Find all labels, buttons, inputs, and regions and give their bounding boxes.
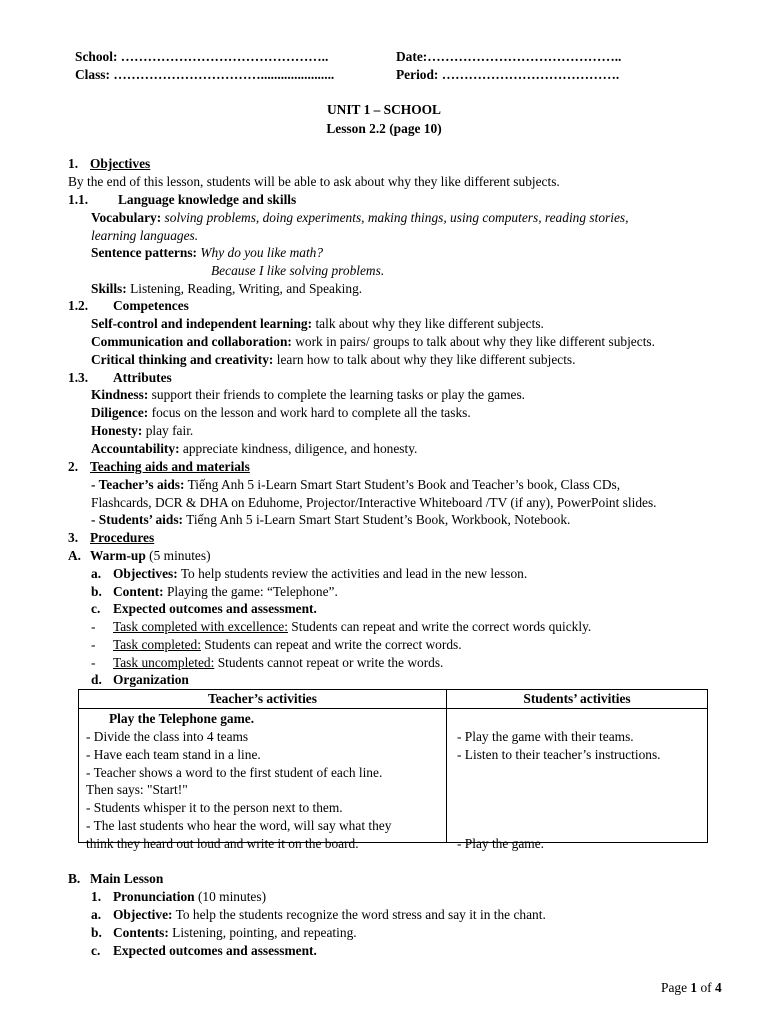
main-contents-text: Listening, pointing, and repeating.: [172, 925, 357, 940]
table-header-row: [79, 690, 708, 709]
diligence-text: focus on the lesson and work hard to complete all the tasks.: [151, 405, 471, 420]
task-completed-label: Task completed:: [113, 637, 201, 652]
of-word: of: [700, 980, 712, 995]
sentence-question: Why do you like math?: [200, 245, 324, 260]
class-line: [75, 66, 334, 83]
warmup-content-line: [91, 583, 338, 600]
main-lesson-title: Main Lesson: [90, 871, 164, 886]
skills-text: Listening, Reading, Writing, and Speaking.: [130, 281, 363, 296]
warmup-content-label: Content:: [113, 584, 164, 599]
task-excellence-line: [91, 618, 591, 635]
kindness-label: Kindness:: [91, 387, 149, 402]
warmup-time: (5 minutes): [149, 548, 211, 563]
organization-label: Organization: [113, 672, 189, 687]
accountability-label: Accountability:: [91, 441, 180, 456]
pronunciation-time: (10 minutes): [197, 889, 267, 904]
honesty-text: play fair.: [145, 423, 194, 438]
teacher-activity-line: - Students whisper it to the person next to them.: [86, 800, 343, 815]
teacher-aids-text-1: Tiếng Anh 5 i-Learn Smart Start Student’s Book and Teacher’s book, Class CDs,: [187, 477, 621, 492]
diligence-label: Diligence:: [91, 405, 149, 420]
current-page: 1: [690, 980, 698, 995]
task-uncompleted-label: Task uncompleted:: [113, 655, 215, 670]
pronunciation-label: Pronunciation: [113, 889, 195, 904]
total-pages: 4: [714, 980, 722, 995]
students-activities-cell: [447, 709, 708, 851]
table-row: [79, 709, 708, 843]
period-line: [396, 66, 619, 83]
warmup-letter: A.: [68, 548, 82, 563]
teacher-activity-line: - Divide the class into 4 teams: [86, 729, 249, 744]
teaching-aids-num: 2.: [68, 459, 79, 474]
task-uncompleted-dash: -: [91, 655, 96, 670]
warmup-content-letter: b.: [91, 584, 102, 599]
competences-num: 1.2.: [68, 298, 89, 313]
main-expected-line: [91, 942, 317, 959]
sentence-patterns-label: Sentence patterns:: [91, 245, 197, 260]
skills-line: [91, 280, 362, 297]
teacher-activities-cell: [79, 709, 447, 851]
warmup-objectives-text: To help students review the activities and lead in the new lesson.: [180, 566, 528, 581]
student-activity-line: - Listen to their teacher’s instructions.: [457, 747, 661, 762]
critical-thinking-label: Critical thinking and creativity:: [91, 352, 274, 367]
task-excellence-text: Students can repeat and write the correct words quickly.: [291, 619, 592, 634]
teaching-aids-heading: [68, 458, 250, 475]
attributes-heading: [68, 369, 172, 386]
teacher-aids-label: - Teacher’s aids:: [91, 477, 185, 492]
teacher-aids-line: [91, 476, 620, 493]
kindness-line: [91, 386, 525, 403]
main-lesson-heading: [68, 870, 163, 887]
teaching-aids-title: Teaching aids and materials: [90, 459, 250, 474]
date-line: [396, 48, 621, 65]
warmup-objectives-label: Objectives:: [113, 566, 178, 581]
school-dots: ………………………………………..: [120, 49, 329, 64]
lesson-title: Lesson 2.2 (page 10): [326, 121, 442, 136]
accountability-line: [91, 440, 417, 457]
diligence-line: [91, 404, 471, 421]
sentence-answer: Because I like solving problems.: [211, 263, 385, 278]
main-contents-label: Contents:: [113, 925, 169, 940]
sentence-patterns-line: [91, 244, 323, 261]
vocabulary-label: Vocabulary:: [91, 210, 162, 225]
honesty-line: [91, 422, 193, 439]
page-number: [661, 979, 722, 996]
task-uncompleted-line: [91, 654, 443, 671]
school-line: [75, 48, 328, 65]
main-objective-line: [91, 906, 546, 923]
language-knowledge-num: 1.1.: [68, 192, 89, 207]
task-completed-line: [91, 636, 462, 653]
teacher-aids-text-2: Flashcards, DCR & DHA on Eduhome, Projector/Interactive Whiteboard /TV (if any), PowerPoint slides.: [91, 495, 657, 510]
student-activity-line: - Play the game with their teams.: [457, 729, 634, 744]
communication-text: work in pairs/ groups to talk about why they like different subjects.: [295, 334, 655, 349]
warmup-expected-line: [91, 600, 317, 617]
period-label: Period:: [396, 67, 439, 82]
vocabulary-line: [91, 209, 628, 226]
pronunciation-line: [91, 888, 266, 905]
period-dots: ………………………………….: [441, 67, 620, 82]
organization-table: [78, 689, 708, 851]
vocabulary-text-1: solving problems, doing experiments, making things, using computers, reading stories,: [164, 210, 629, 225]
objectives-title: Objectives: [90, 156, 151, 171]
attributes-title: Attributes: [113, 370, 172, 385]
objectives-num: 1.: [68, 156, 79, 171]
organization-line: [91, 671, 189, 688]
communication-label: Communication and collaboration:: [91, 334, 292, 349]
student-activity-line: - Play the game.: [457, 836, 545, 851]
main-expected-letter: c.: [91, 943, 101, 958]
class-label: Class:: [75, 67, 110, 82]
students-aids-text: Tiếng Anh 5 i-Learn Smart Start Student’s Book, Workbook, Notebook.: [186, 512, 571, 527]
warmup-heading: [68, 547, 211, 564]
school-label: School:: [75, 49, 118, 64]
attributes-num: 1.3.: [68, 370, 89, 385]
warmup-expected-letter: c.: [91, 601, 101, 616]
date-dots: ……………………………………..: [427, 49, 622, 64]
language-knowledge-heading: [68, 191, 296, 208]
task-excellence-label: Task completed with excellence:: [113, 619, 288, 634]
unit-title: UNIT 1 – SCHOOL: [327, 102, 441, 117]
warmup-objectives-letter: a.: [91, 566, 102, 581]
honesty-label: Honesty:: [91, 423, 143, 438]
warmup-objectives-line: [91, 565, 527, 582]
teacher-activity-line: think they heard out loud and write it on the board.: [86, 836, 359, 851]
date-label: Date:: [396, 49, 428, 64]
teacher-activity-line: - Have each team stand in a line.: [86, 747, 261, 762]
procedures-heading: [68, 529, 154, 546]
pronunciation-num: 1.: [91, 889, 102, 904]
language-knowledge-title: Language knowledge and skills: [118, 192, 297, 207]
students-aids-line: [91, 511, 570, 528]
warmup-expected-label: Expected outcomes and assessment.: [113, 601, 317, 616]
warmup-content-text: Playing the game: “Telephone”.: [166, 584, 338, 599]
communication-line: [91, 333, 655, 350]
objectives-intro: By the end of this lesson, students will be able to ask about why they like different subjects.: [68, 174, 560, 189]
task-completed-text: Students can repeat and write the correct words.: [204, 637, 462, 652]
teacher-activities-header: Teacher’s activities: [79, 690, 447, 709]
task-completed-dash: -: [91, 637, 96, 652]
students-aids-label: - Students’ aids:: [91, 512, 184, 527]
main-objective-text: To help the students recognize the word stress and say it in the chant.: [175, 907, 546, 922]
teacher-activity-line: - The last students who hear the word, will say what they: [86, 818, 392, 833]
students-activities-header: Students’ activities: [447, 690, 708, 709]
self-control-label: Self-control and independent learning:: [91, 316, 313, 331]
competences-title: Competences: [113, 298, 189, 313]
main-expected-label: Expected outcomes and assessment.: [113, 943, 317, 958]
competences-heading: [68, 297, 189, 314]
critical-thinking-line: [91, 351, 575, 368]
procedures-title: Procedures: [90, 530, 155, 545]
teacher-activity-title: Play the Telephone game.: [109, 711, 255, 726]
objectives-heading: [68, 155, 150, 172]
task-excellence-dash: -: [91, 619, 96, 634]
main-objective-letter: a.: [91, 907, 102, 922]
main-lesson-letter: B.: [68, 871, 81, 886]
skills-label: Skills:: [91, 281, 127, 296]
page-word: Page: [661, 980, 688, 995]
teacher-activity-line: Then says: "Start!": [86, 782, 188, 797]
critical-thinking-text: learn how to talk about why they like different subjects.: [276, 352, 576, 367]
self-control-line: [91, 315, 544, 332]
main-objective-label: Objective:: [113, 907, 173, 922]
main-contents-letter: b.: [91, 925, 102, 940]
class-dots: ……………………………......................: [113, 67, 335, 82]
organization-letter: d.: [91, 672, 102, 687]
task-uncompleted-text: Students cannot repeat or write the words.: [217, 655, 444, 670]
self-control-text: talk about why they like different subjects.: [315, 316, 544, 331]
procedures-num: 3.: [68, 530, 79, 545]
kindness-text: support their friends to complete the learning tasks or play the games.: [151, 387, 526, 402]
warmup-title: Warm-up: [90, 548, 146, 563]
teacher-activity-line: - Teacher shows a word to the first student of each line.: [86, 765, 383, 780]
vocabulary-text-2: learning languages.: [91, 228, 199, 243]
main-contents-line: [91, 924, 357, 941]
accountability-text: appreciate kindness, diligence, and honesty.: [182, 441, 418, 456]
